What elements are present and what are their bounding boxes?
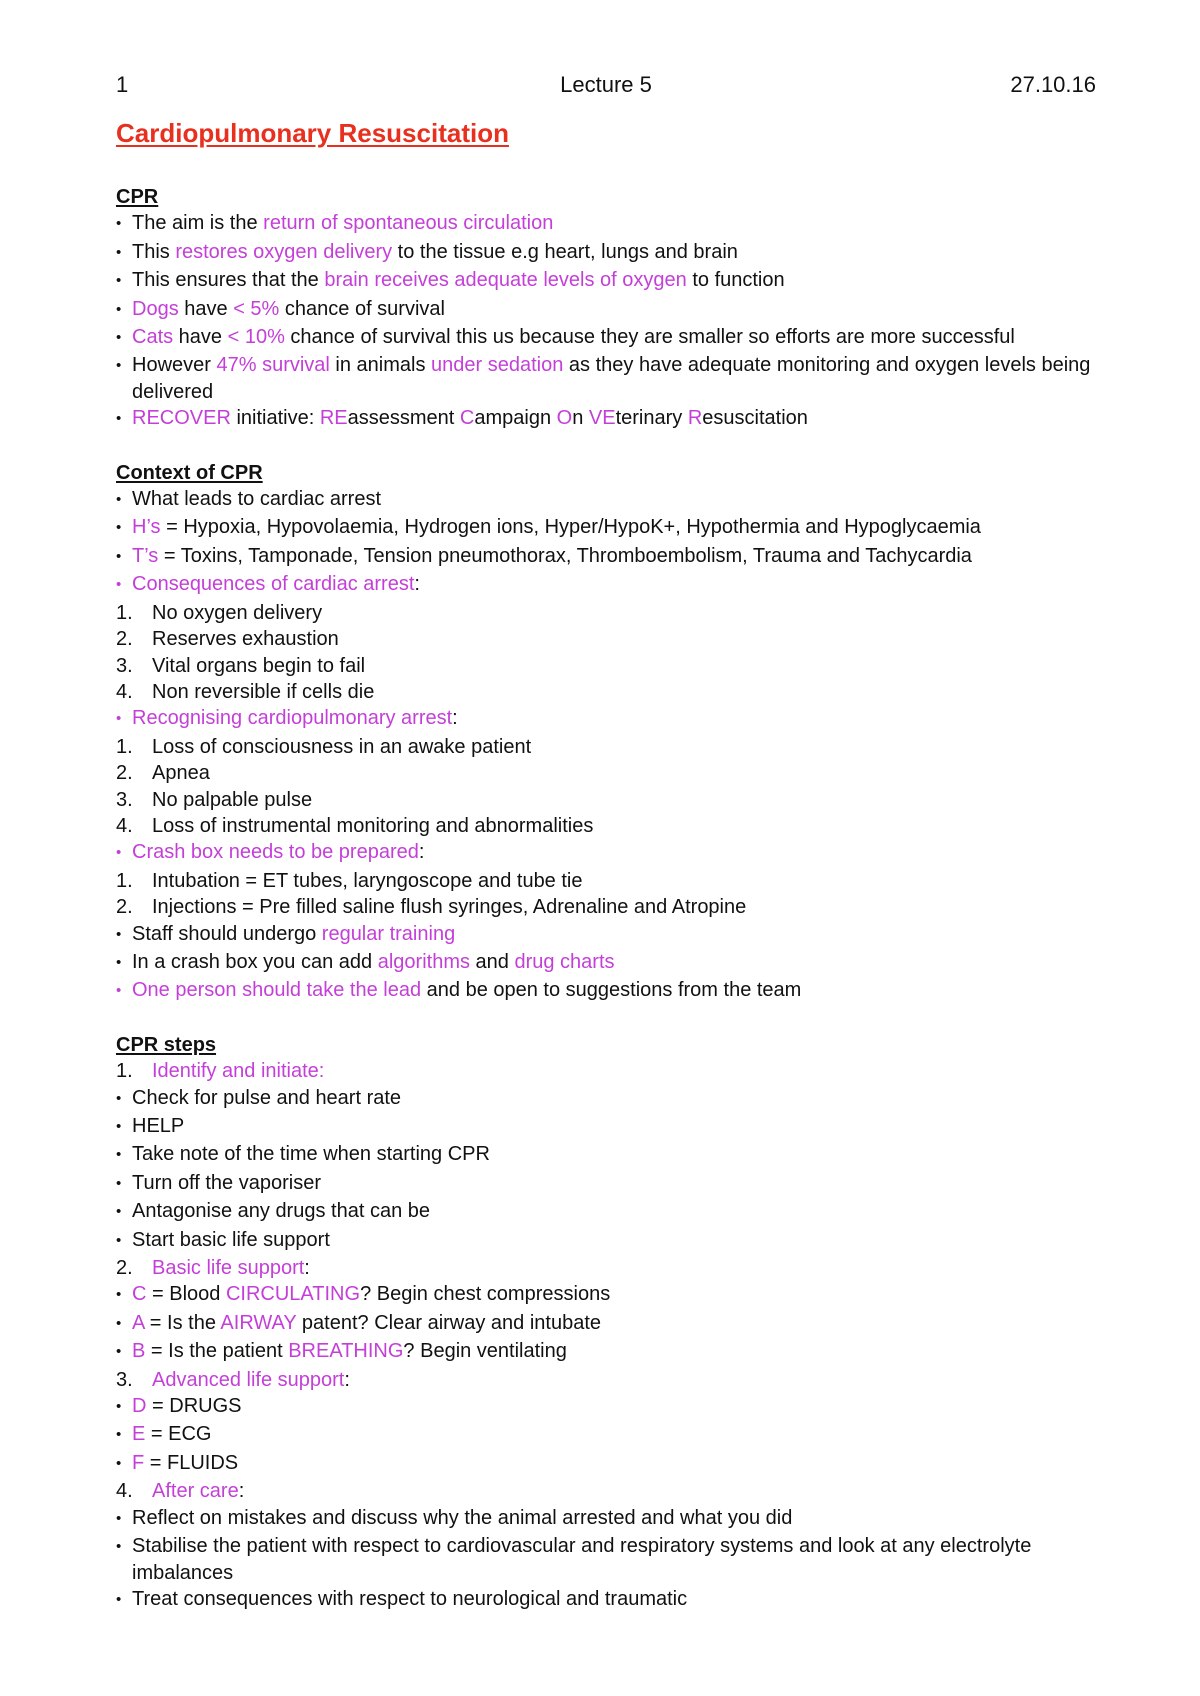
list-number: 2.: [116, 896, 133, 919]
bullet-marker: •: [116, 1203, 122, 1221]
bullet-item: [116, 543, 1096, 571]
numbered-item: [116, 894, 1096, 920]
bullet-item: [116, 1113, 1096, 1141]
item-text: [132, 921, 1096, 949]
numbered-item: [116, 1255, 1096, 1281]
text-run: However: [132, 354, 217, 377]
bullet-item: [116, 1281, 1096, 1309]
bullet-item: [116, 1310, 1096, 1338]
highlighted-text: Dogs: [132, 297, 179, 320]
bullet-marker: •: [116, 1590, 122, 1608]
item-text: [132, 1281, 1096, 1309]
numbered-item: [116, 787, 1096, 813]
item-text: [132, 1310, 1096, 1338]
item-text: [132, 1533, 1096, 1586]
item-text: [152, 787, 1096, 813]
highlighted-text: brain receives adequate levels of oxygen: [324, 269, 687, 292]
bullet-marker: •: [116, 1454, 122, 1472]
text-run: chance of survival this us because they are smaller so efforts are more successful: [284, 326, 1015, 349]
text-run: No palpable pulse: [152, 788, 313, 811]
item-text: [132, 977, 1096, 1005]
text-run: HELP: [132, 1115, 185, 1137]
section-heading: CPR: [116, 186, 159, 208]
bullet-marker: •: [116, 1231, 122, 1249]
bullet-marker: •: [116, 576, 122, 594]
highlighted-text: RE: [319, 407, 348, 430]
list-number: 2.: [116, 1257, 133, 1280]
item-text: [132, 405, 1096, 433]
section-heading: CPR steps: [116, 1033, 217, 1056]
item-text: [152, 760, 1096, 786]
text-run: No oxygen delivery: [152, 601, 323, 624]
item-text: [132, 1421, 1096, 1449]
highlighted-text: C: [459, 407, 475, 430]
bullet-item: [116, 1141, 1096, 1169]
list-number: 1.: [116, 869, 133, 892]
text-run: :: [238, 1480, 245, 1503]
section-heading: Context of CPR: [116, 461, 263, 484]
highlighted-text: drug charts: [514, 950, 615, 973]
numbered-item: [116, 813, 1096, 839]
highlighted-text: E: [132, 1423, 146, 1446]
list-number: 1.: [116, 601, 133, 624]
text-run: initiative:: [230, 407, 320, 430]
bullet-item: [116, 1505, 1096, 1533]
numbered-item: [116, 734, 1096, 760]
highlighted-text: Cats: [132, 326, 174, 349]
item-text: [132, 1393, 1096, 1421]
text-run: :: [414, 573, 420, 596]
text-run: :: [418, 841, 425, 864]
highlighted-text: CIRCULATING: [225, 1283, 361, 1306]
item-text: [132, 324, 1096, 352]
bullet-item: [116, 1393, 1096, 1421]
bullet-marker: •: [116, 1314, 122, 1332]
highlighted-text: under sedation: [431, 354, 564, 377]
bullet-item: [116, 921, 1096, 949]
text-run: n: [572, 407, 589, 430]
bullet-marker: •: [116, 1146, 122, 1164]
bullet-item: [116, 1198, 1096, 1226]
highlighted-text: 47% survival: [216, 354, 330, 377]
highlighted-text: :: [318, 1060, 325, 1083]
item-text: [132, 1141, 1096, 1169]
item-text: [152, 1058, 1096, 1084]
highlighted-text: After care: [152, 1480, 239, 1503]
bullet-marker: •: [116, 1509, 122, 1527]
bullet-marker: •: [116, 1398, 122, 1416]
item-text: [132, 1113, 1096, 1141]
list-number: 3.: [116, 1368, 133, 1391]
bullet-item: [116, 1450, 1096, 1478]
item-text: [152, 1255, 1096, 1281]
item-text: [132, 571, 1096, 599]
highlighted-text: RECOVER: [132, 407, 231, 430]
numbered-item: [116, 626, 1096, 652]
bullet-marker: •: [116, 410, 122, 428]
text-run: = Is the: [144, 1311, 221, 1334]
item-text: [132, 239, 1096, 267]
text-run: :: [452, 707, 458, 730]
highlighted-text: Identify and initiate: [152, 1060, 319, 1083]
text-run: ? Begin ventilating: [403, 1340, 567, 1363]
item-text: [132, 1085, 1096, 1113]
bullet-marker: •: [116, 300, 122, 318]
highlighted-text: D: [132, 1395, 147, 1418]
item-text: [132, 1450, 1096, 1478]
list-number: 2.: [116, 762, 133, 785]
text-run: Start basic life support: [132, 1228, 330, 1251]
text-run: = Blood: [146, 1283, 226, 1306]
bullet-item: [116, 1421, 1096, 1449]
list-number: 1.: [116, 1060, 133, 1083]
numbered-item: [116, 1367, 1096, 1393]
highlighted-text: return of spontaneous circulation: [263, 212, 554, 235]
item-text: [132, 1586, 1096, 1614]
bullet-item: [116, 1227, 1096, 1255]
text-run: = Hypoxia, Hypovolaemia, Hydrogen ions, Hyper/HypoK+, Hypothermia and Hypoglycaemia: [160, 516, 981, 539]
item-text: [132, 486, 1096, 514]
text-run: as they have adequate monitoring and oxygen levels being delivered: [132, 354, 1091, 403]
item-text: [152, 813, 1096, 839]
bullet-item: [116, 977, 1096, 1005]
item-text: [132, 839, 1096, 867]
text-run: and: [469, 950, 515, 973]
list-number: 3.: [116, 788, 133, 811]
text-run: have: [173, 326, 228, 349]
text-run: to the tissue e.g heart, lungs and brain: [392, 240, 738, 263]
item-text: [132, 949, 1096, 977]
highlighted-text: restores oxygen delivery: [175, 240, 393, 263]
page-header: [116, 72, 1096, 98]
text-run: Antagonise any drugs that can be: [132, 1200, 430, 1223]
text-run: Stabilise the patient with respect to cardiovascular and respiratory systems and look at any electrolyte imbalances: [132, 1535, 1032, 1584]
item-text: [132, 267, 1096, 295]
bullet-marker: •: [116, 710, 122, 728]
text-run: to function: [686, 269, 785, 292]
item-text: [132, 1505, 1096, 1533]
bullet-marker: •: [116, 329, 122, 347]
text-run: terinary: [615, 407, 688, 430]
bullet-marker: •: [116, 1538, 122, 1556]
item-text: [132, 210, 1096, 238]
bullet-item: [116, 405, 1096, 433]
text-run: = Toxins, Tamponade, Tension pneumothorax, Thromboembolism, Trauma and Tachycardia: [158, 544, 972, 567]
bullet-marker: •: [116, 953, 122, 971]
numbered-item: [116, 679, 1096, 705]
item-text: [152, 1367, 1096, 1393]
text-run: Treat consequences with respect to neurological and traumatic: [132, 1587, 688, 1610]
document-title: Cardiopulmonary Resuscitation: [116, 118, 509, 148]
highlighted-text: < 10%: [227, 326, 285, 349]
bullet-marker: •: [116, 1089, 122, 1107]
list-number: 3.: [116, 654, 133, 677]
highlighted-text: Advanced life support: [152, 1368, 345, 1391]
highlighted-text: R: [687, 407, 703, 430]
item-text: [132, 543, 1096, 571]
text-run: Take note of the time when starting CPR: [132, 1143, 490, 1166]
text-run: The aim is the: [132, 212, 264, 235]
text-run: chance of survival: [279, 297, 445, 320]
text-run: What leads to cardiac arrest: [132, 488, 381, 511]
item-text: [152, 868, 1096, 894]
numbered-item: [116, 653, 1096, 679]
highlighted-text: O: [556, 407, 573, 430]
bullet-item: [116, 1338, 1096, 1366]
highlighted-text: AIRWAY: [220, 1311, 297, 1334]
bullet-item: [116, 210, 1096, 238]
text-run: This ensures that the: [132, 269, 325, 292]
text-run: have: [178, 297, 234, 320]
page-number: 1: [116, 72, 129, 97]
bullet-marker: •: [116, 272, 122, 290]
text-run: = Is the patient: [145, 1340, 289, 1363]
bullet-item: [116, 239, 1096, 267]
text-run: Intubation = ET tubes, laryngoscope and tube tie: [152, 869, 583, 892]
bullet-item: [116, 1533, 1096, 1586]
text-run: patent? Clear airway and intubate: [296, 1311, 602, 1334]
bullet-marker: •: [116, 1286, 122, 1304]
item-text: [152, 679, 1096, 705]
text-run: Vital organs begin to fail: [152, 654, 366, 677]
item-text: [132, 514, 1096, 542]
item-text: [132, 1227, 1096, 1255]
highlighted-text: F: [132, 1451, 145, 1474]
bullet-marker: •: [116, 1118, 122, 1135]
section-gap: [116, 434, 1096, 460]
text-run: Injections = Pre filled saline flush syringes, Adrenaline and Atropine: [152, 896, 747, 919]
highlighted-text: VE: [588, 407, 616, 430]
highlighted-text: algorithms: [377, 950, 470, 973]
bullet-item: [116, 486, 1096, 514]
bullet-marker: •: [116, 547, 122, 565]
highlighted-text: One person should take the lead: [132, 979, 422, 1002]
highlighted-text: < 5%: [233, 297, 280, 320]
highlighted-text: BREATHING: [288, 1340, 404, 1363]
item-text: [132, 1198, 1096, 1226]
text-run: assessment: [347, 407, 460, 430]
list-number: 4.: [116, 680, 133, 703]
list-number: 4.: [116, 1480, 133, 1503]
list-number: 2.: [116, 628, 133, 651]
lecture-date: 27.10.16: [1010, 72, 1096, 97]
bullet-marker: •: [116, 215, 122, 233]
numbered-item: [116, 868, 1096, 894]
bullet-marker: •: [116, 357, 122, 375]
item-text: [152, 1478, 1096, 1504]
bullet-marker: •: [116, 1174, 122, 1192]
text-run: :: [344, 1368, 350, 1391]
item-text: [132, 1170, 1096, 1198]
item-text: [152, 734, 1096, 760]
highlighted-text: Recognising cardiopulmonary arrest: [132, 707, 453, 730]
text-run: Turn off the vaporiser: [132, 1171, 321, 1194]
lecture-label: Lecture 5: [560, 72, 652, 97]
text-run: ampaign: [474, 407, 557, 430]
highlighted-text: A: [132, 1311, 145, 1334]
bullet-item: [116, 267, 1096, 295]
highlighted-text: Consequences of cardiac arrest: [132, 573, 415, 596]
numbered-item: [116, 1478, 1096, 1504]
highlighted-text: regular training: [321, 922, 456, 945]
bullet-marker: •: [116, 519, 122, 537]
text-run: = DRUGS: [146, 1395, 242, 1418]
numbered-item: [116, 1058, 1096, 1084]
item-text: [152, 626, 1096, 652]
text-run: = FLUIDS: [144, 1451, 239, 1474]
item-text: [152, 653, 1096, 679]
text-run: This: [132, 240, 176, 263]
text-run: Reflect on mistakes and discuss why the animal arrested and what you did: [132, 1506, 793, 1529]
bullet-item: [116, 1170, 1096, 1198]
bullet-marker: •: [116, 925, 122, 943]
bullet-item: [116, 1586, 1096, 1614]
item-text: [132, 705, 1096, 733]
bullet-item: [116, 324, 1096, 352]
text-run: Reserves exhaustion: [152, 628, 339, 651]
numbered-item: [116, 760, 1096, 786]
text-run: Non reversible if cells die: [152, 680, 375, 703]
bullet-marker: •: [116, 243, 122, 261]
bullet-item: [116, 352, 1096, 405]
text-run: In a crash box you can add: [132, 950, 378, 973]
text-run: esuscitation: [702, 407, 808, 430]
item-text: [152, 894, 1096, 920]
numbered-item: [116, 600, 1096, 626]
bullet-item: [116, 705, 1096, 733]
bullet-item: [116, 949, 1096, 977]
list-number: 1.: [116, 735, 133, 758]
text-run: and be open to suggestions from the team: [421, 979, 802, 1002]
bullet-item: [116, 571, 1096, 599]
bullet-item: [116, 1085, 1096, 1113]
highlighted-text: Basic life support: [152, 1257, 305, 1280]
bullet-item: [116, 514, 1096, 542]
text-run: Check for pulse and heart rate: [132, 1086, 402, 1109]
highlighted-text: T’s: [132, 544, 159, 567]
bullet-marker: •: [116, 1343, 122, 1361]
item-text: [152, 600, 1096, 626]
text-run: Apnea: [152, 762, 210, 785]
highlighted-text: B: [132, 1340, 146, 1363]
document-body: [116, 184, 1096, 1614]
bullet-marker: •: [116, 844, 122, 862]
text-run: = ECG: [145, 1423, 212, 1446]
text-run: in animals: [329, 354, 432, 377]
highlighted-text: C: [132, 1283, 147, 1306]
highlighted-text: Crash box needs to be prepared: [132, 841, 419, 864]
item-text: [132, 1338, 1096, 1366]
text-run: ? Begin chest compressions: [360, 1283, 611, 1306]
list-number: 4.: [116, 814, 133, 837]
section-gap: [116, 1006, 1096, 1032]
text-run: Loss of consciousness in an awake patient: [152, 735, 532, 758]
text-run: Staff should undergo: [132, 922, 322, 945]
bullet-item: [116, 296, 1096, 324]
bullet-marker: •: [116, 1426, 122, 1444]
bullet-marker: •: [116, 982, 122, 1000]
item-text: [132, 352, 1096, 405]
highlighted-text: H’s: [132, 516, 161, 539]
bullet-item: [116, 839, 1096, 867]
text-run: Loss of instrumental monitoring and abnormalities: [152, 814, 594, 837]
bullet-marker: •: [116, 491, 122, 509]
item-text: [132, 296, 1096, 324]
text-run: :: [304, 1257, 310, 1280]
